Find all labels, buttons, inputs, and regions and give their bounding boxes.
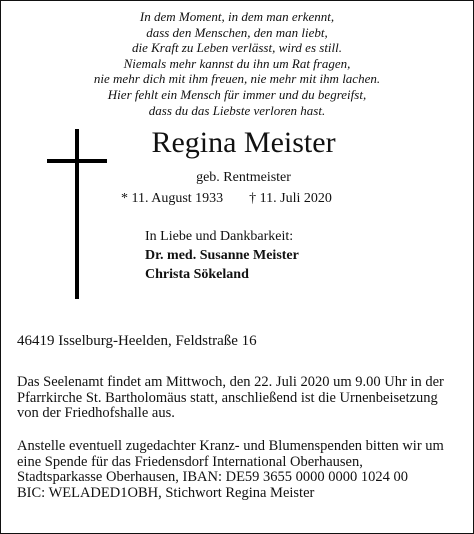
poem-line: dass du das Liebste verloren hast.	[148, 102, 326, 118]
mourners-intro: In Liebe und Dankbarkeit:	[145, 229, 294, 244]
text-line: Das Seelenamt findet am Mittwoch, den 22. Juli 2020 um 9.00 Uhr in der	[17, 374, 444, 390]
mourners-block	[145, 227, 299, 284]
text-line: Anstelle eventuell zugedachter Kranz- und Blumenspenden bitten wir um	[17, 438, 444, 454]
cross-vertical-beam	[75, 129, 79, 299]
life-dates	[121, 190, 332, 207]
poem-line: Niemals mehr kannst du ihn um Rat fragen,	[123, 55, 351, 71]
death-date: † 11. Juli 2020	[249, 191, 332, 206]
memorial-poem	[1, 9, 473, 118]
text-line: Pfarrkirche St. Bartholomäus statt, anschließend ist die Urnenbeisetzung	[17, 389, 438, 406]
poem-line: In dem Moment, in dem man erkennt,	[139, 9, 335, 24]
poem-line: die Kraft zu Leben verlässt, wird es still.	[131, 40, 343, 56]
deceased-name: Regina Meister	[151, 126, 336, 159]
text-line: von der Friedhofshalle aus.	[17, 405, 175, 422]
poem-line: nie mehr dich mit ihm freuen, nie mehr mit ihm lachen.	[93, 71, 381, 87]
text-line: BIC: WELADED1OBH, Stichwort Regina Meister	[17, 484, 315, 501]
text-line: eine Spende für das Friedensdorf International Oberhausen,	[17, 453, 363, 470]
mourner-name: Christa Sökeland	[145, 267, 249, 282]
poem-line: Hier fehlt ein Mensch für immer und du begreifst,	[107, 86, 367, 102]
maiden-name: geb. Rentmeister	[196, 170, 291, 185]
poem-line: dass den Menschen, den man liebt,	[146, 24, 328, 40]
service-paragraph	[17, 375, 467, 422]
cross-horizontal-beam	[47, 159, 107, 163]
mourner-name: Dr. med. Susanne Meister	[145, 248, 299, 263]
donation-paragraph	[17, 439, 467, 501]
family-address: 46419 Isselburg-Heelden, Feldstraße 16	[17, 333, 257, 349]
birth-date: * 11. August 1933	[121, 191, 224, 206]
text-line: Stadtsparkasse Oberhausen, IBAN: DE59 3655 0000 0000 1024 00	[17, 469, 409, 486]
